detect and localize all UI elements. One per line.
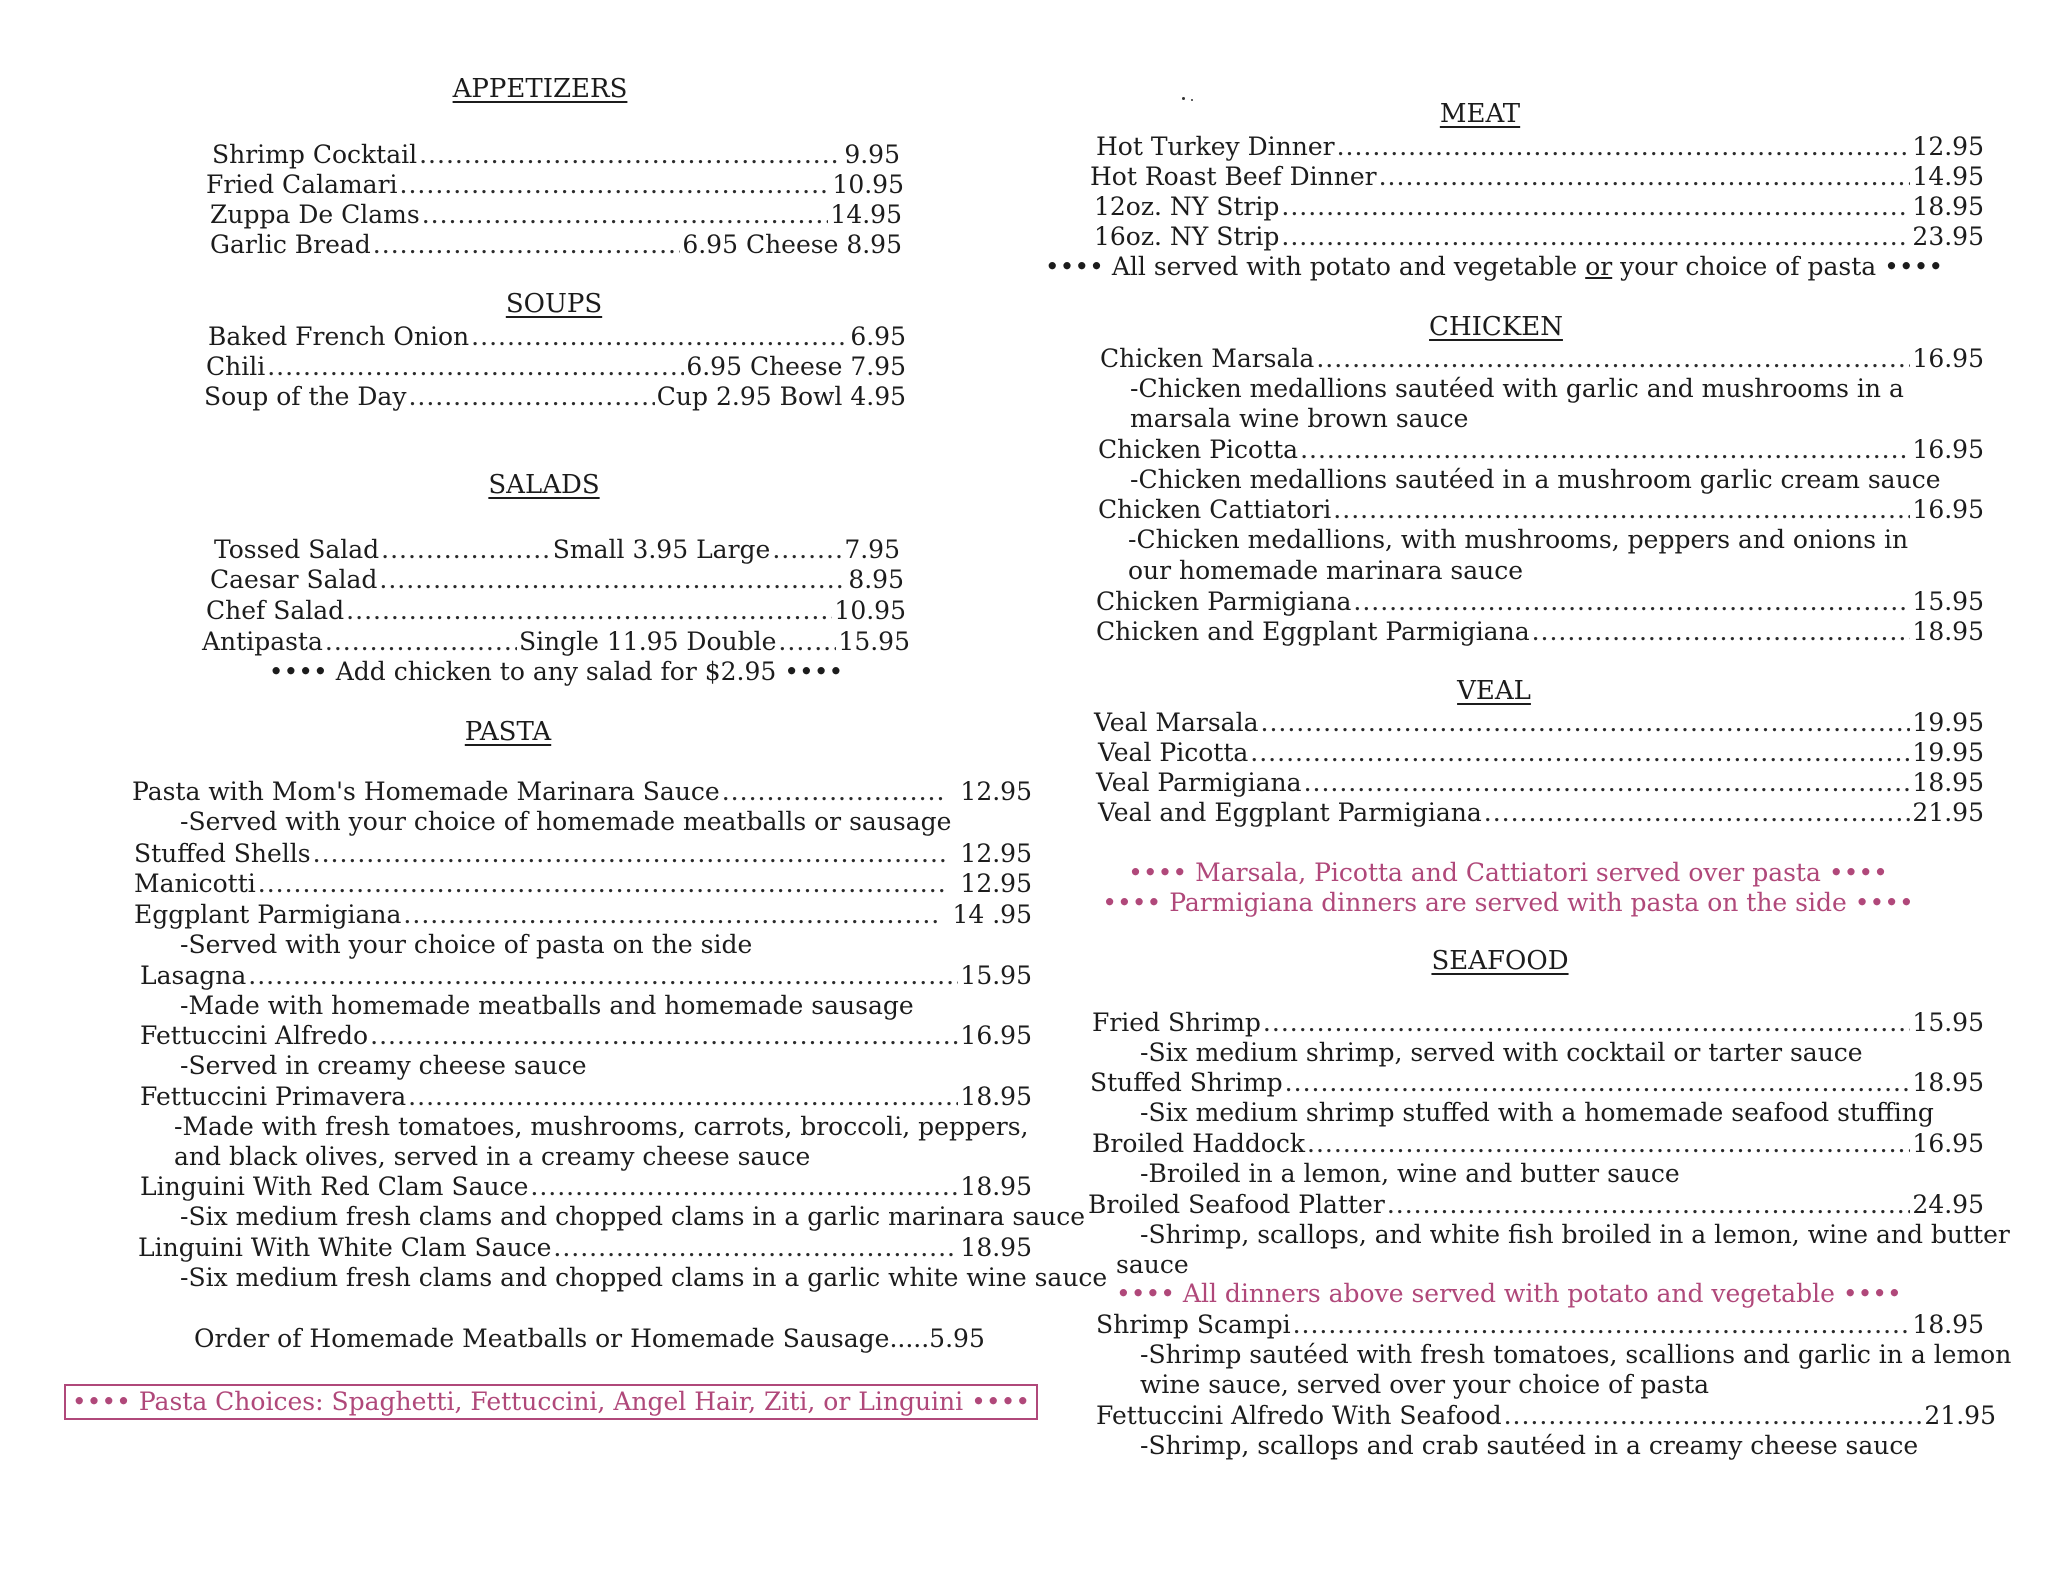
menu-item	[1098, 434, 1984, 466]
item-price: 18.95	[960, 1082, 1032, 1111]
menu-item	[140, 960, 1032, 992]
meat-note-end: your choice of pasta ••••	[1612, 252, 1944, 281]
menu-item	[1094, 191, 1984, 223]
item-price: 6.95	[850, 322, 906, 351]
leader-dots	[772, 534, 842, 566]
item-price: 19.95	[1912, 708, 1984, 737]
item-name: Fettuccini Primavera	[140, 1082, 407, 1111]
item-price: 16.95	[1912, 344, 1984, 373]
menu-item	[210, 229, 902, 261]
item-description: -Served in creamy cheese sauce	[180, 1051, 587, 1080]
item-price: 21.95	[1912, 798, 1984, 827]
leader-dots	[1250, 737, 1910, 769]
menu-item	[1096, 1400, 1996, 1432]
item-description: -Made with homemade meatballs and homemade sausage	[180, 991, 914, 1020]
item-price: 15.95	[1912, 587, 1984, 616]
leader-dots	[258, 868, 947, 900]
meat-heading: MEAT	[1439, 99, 1521, 129]
leader-dots	[1504, 1400, 1923, 1432]
menu-item	[1092, 1007, 1984, 1039]
item-price: 19.95	[1912, 738, 1984, 767]
menu-item	[208, 321, 906, 353]
item-name: Shrimp Scampi	[1096, 1310, 1291, 1339]
leader-dots	[419, 139, 842, 171]
leader-dots	[1304, 767, 1911, 799]
item-price: 10.95	[834, 596, 906, 625]
meat-note-or: or	[1585, 252, 1613, 281]
item-description: -Chicken medallions, with mushrooms, peppers and onions in	[1128, 525, 1909, 554]
item-name: Chicken Marsala	[1100, 344, 1315, 373]
leader-dots	[381, 534, 551, 566]
item-name: Chicken Picotta	[1098, 435, 1299, 464]
meatball-sausage-order: Order of Homemade Meatballs or Homemade Sausage.....5.95	[194, 1324, 985, 1353]
item-price: 12.95	[960, 777, 1032, 806]
leader-dots	[370, 1020, 958, 1052]
item-name: Garlic Bread	[210, 230, 371, 259]
leader-dots	[1316, 343, 1910, 375]
item-description: -Six medium fresh clams and chopped clams in a garlic marinara sauce	[180, 1202, 1086, 1231]
item-price: 18.95	[960, 1172, 1032, 1201]
veal-heading: VEAL	[1457, 676, 1531, 706]
item-name: Antipasta	[202, 627, 323, 656]
item-price: 14.95	[830, 200, 902, 229]
item-name: Fettuccini Alfredo	[140, 1021, 369, 1050]
item-name: Pasta with Mom's Homemade Marinara Sauce	[132, 777, 720, 806]
leader-dots	[1353, 586, 1910, 618]
menu-item	[202, 626, 910, 658]
menu-item	[1096, 586, 1984, 618]
item-description: -Chicken medallions sautéed in a mushroom garlic cream sauce	[1130, 465, 1941, 494]
menu-item	[1088, 1189, 1984, 1221]
menu-item	[206, 169, 904, 201]
item-name: Hot Turkey Dinner	[1096, 132, 1335, 161]
item-name: Stuffed Shells	[134, 839, 311, 868]
menu-item	[140, 1020, 1032, 1052]
item-price: 12.95	[1912, 132, 1984, 161]
item-name: Fried Calamari	[206, 170, 398, 199]
meat-note-start: •••• All served with potato and vegetable	[1044, 252, 1586, 281]
menu-item	[1096, 767, 1984, 799]
leader-dots	[313, 838, 947, 870]
menu-item	[134, 868, 1032, 900]
item-name: Soup of the Day	[204, 382, 407, 411]
item-price: 9.95	[844, 140, 900, 169]
print-speck	[1191, 99, 1193, 101]
leader-dots	[471, 321, 848, 353]
leader-dots	[1337, 131, 1911, 163]
menu-item	[1090, 1067, 1984, 1099]
item-description: -Made with fresh tomatoes, mushrooms, carrots, broccoli, peppers,	[174, 1112, 1029, 1141]
item-description: -Shrimp, scallops and crab sautéed in a creamy cheese sauce	[1140, 1431, 1919, 1460]
item-description: -Chicken medallions sautéed with garlic and mushrooms in a	[1130, 374, 1904, 403]
item-name: Tossed Salad	[214, 535, 380, 564]
item-sizes: Small 3.95 Large	[552, 535, 771, 564]
item-name: Broiled Haddock	[1092, 1129, 1306, 1158]
menu-item	[214, 534, 900, 566]
item-name: Veal Picotta	[1098, 738, 1249, 767]
menu-item	[1098, 797, 1984, 829]
item-price: 10.95	[832, 170, 904, 199]
leader-dots	[1532, 616, 1911, 648]
item-description: -Broiled in a lemon, wine and butter sauce	[1140, 1159, 1680, 1188]
item-price: 7.95	[844, 535, 900, 564]
item-price: 15.95	[1912, 1008, 1984, 1037]
salads-heading: SALADS	[488, 470, 600, 500]
item-name: Zuppa De Clams	[210, 200, 420, 229]
leader-dots	[778, 626, 836, 658]
menu-item	[134, 899, 1032, 931]
item-name: Caesar Salad	[210, 565, 378, 594]
item-price: 14 .95	[952, 900, 1032, 929]
soups-heading: SOUPS	[505, 289, 603, 319]
menu-item	[204, 381, 906, 413]
item-description: -Six medium shrimp, served with cocktail or tarter sauce	[1140, 1038, 1863, 1067]
seafood-heading: SEAFOOD	[1431, 946, 1569, 976]
seafood-note: •••• All dinners above served with potato and vegetable ••••	[1116, 1279, 1902, 1308]
item-name: Baked French Onion	[208, 322, 470, 351]
menu-item	[140, 1081, 1032, 1113]
item-price: 8.95	[848, 565, 904, 594]
leader-dots	[422, 199, 829, 231]
item-name: 16oz. NY Strip	[1094, 222, 1280, 251]
menu-item	[1096, 616, 1984, 648]
chicken-heading: CHICKEN	[1429, 312, 1563, 342]
pasta-choices-box	[64, 1384, 1038, 1420]
leader-dots	[403, 899, 938, 931]
menu-item	[1092, 1128, 1984, 1160]
item-price: 12.95	[960, 839, 1032, 868]
menu-item	[206, 351, 906, 383]
item-name: Linguini With White Clam Sauce	[138, 1233, 552, 1262]
veal-note-parmigiana: •••• Parmigiana dinners are served with pasta on the side ••••	[1102, 888, 1914, 917]
item-price: 18.95	[1912, 1310, 1984, 1339]
menu-item	[1096, 131, 1984, 163]
pasta-choices-text: •••• Pasta Choices: Spaghetti, Fettuccini, Angel Hair, Ziti, or Linguini ••••	[71, 1387, 1031, 1416]
item-price: 6.95 Cheese 7.95	[686, 352, 906, 381]
item-name: Chicken Cattiatori	[1098, 495, 1332, 524]
leader-dots	[267, 351, 684, 383]
item-description: -Shrimp, scallops, and white fish broiled in a lemon, wine and butter	[1140, 1220, 2010, 1249]
leader-dots	[379, 564, 846, 596]
item-price: 15.95	[838, 627, 910, 656]
item-price: 23.95	[1912, 222, 1984, 251]
item-name: Hot Roast Beef Dinner	[1090, 162, 1377, 191]
leader-dots	[1263, 1007, 1911, 1039]
item-price: 18.95	[1912, 1068, 1984, 1097]
menu-item	[1100, 343, 1984, 375]
menu-item	[212, 139, 900, 171]
veal-note-pasta: •••• Marsala, Picotta and Cattiatori served over pasta ••••	[1128, 858, 1888, 887]
item-description: -Shrimp sautéed with fresh tomatoes, scallions and garlic in a lemon	[1140, 1340, 2012, 1369]
item-name: Stuffed Shrimp	[1090, 1068, 1283, 1097]
item-name: Fettuccini Alfredo With Seafood	[1096, 1401, 1502, 1430]
item-price: 16.95	[1912, 1129, 1984, 1158]
leader-dots	[1281, 221, 1910, 253]
menu-item	[210, 564, 904, 596]
item-description: sauce	[1116, 1250, 1189, 1279]
item-price: 16.95	[1912, 495, 1984, 524]
menu-item	[1094, 707, 1984, 739]
item-description: -Six medium shrimp stuffed with a homemade seafood stuffing	[1140, 1098, 1934, 1127]
leader-dots	[1379, 161, 1911, 193]
menu-item	[1098, 737, 1984, 769]
item-price: 16.95	[960, 1021, 1032, 1050]
item-description: -Served with your choice of pasta on the side	[180, 930, 753, 959]
item-name: Chicken and Eggplant Parmigiana	[1096, 617, 1530, 646]
item-price: 12.95	[960, 869, 1032, 898]
item-price: 16.95	[1912, 435, 1984, 464]
item-name: Veal Parmigiana	[1096, 768, 1302, 797]
item-name: Shrimp Cocktail	[212, 140, 418, 169]
menu-item	[1098, 494, 1984, 526]
menu-item	[138, 1232, 1032, 1264]
leader-dots	[722, 776, 947, 808]
item-description: wine sauce, served over your choice of pasta	[1140, 1370, 1710, 1399]
item-price: 18.95	[960, 1233, 1032, 1262]
item-price: 24.95	[1912, 1190, 1984, 1219]
item-name: Fried Shrimp	[1092, 1008, 1261, 1037]
item-name: Eggplant Parmigiana	[134, 900, 402, 929]
item-name: Chef Salad	[206, 596, 345, 625]
leader-dots	[1333, 494, 1910, 526]
leader-dots	[373, 229, 681, 261]
menu-item	[210, 199, 902, 231]
leader-dots	[408, 1081, 958, 1113]
appetizers-heading: APPETIZERS	[452, 74, 628, 104]
leader-dots	[248, 960, 958, 992]
item-price: 6.95 Cheese 8.95	[682, 230, 902, 259]
leader-dots	[346, 595, 832, 627]
salad-note: •••• Add chicken to any salad for $2.95 ••••	[268, 657, 844, 686]
leader-dots	[553, 1232, 958, 1264]
item-sizes: Single 11.95 Double	[518, 627, 777, 656]
leader-dots	[1261, 707, 1911, 739]
leader-dots	[400, 169, 831, 201]
item-description: our homemade marinara sauce	[1128, 556, 1524, 585]
menu-item	[1094, 221, 1984, 253]
item-name: Veal Marsala	[1094, 708, 1259, 737]
leader-dots	[1281, 191, 1910, 223]
menu-item	[1090, 161, 1984, 193]
print-speck	[1182, 97, 1185, 100]
item-price: 15.95	[960, 961, 1032, 990]
item-price: 18.95	[1912, 617, 1984, 646]
item-description: and black olives, served in a creamy cheese sauce	[174, 1142, 811, 1171]
menu-item	[132, 776, 1032, 808]
meat-note	[1045, 251, 1943, 283]
menu-item	[140, 1171, 1032, 1203]
menu-item	[206, 595, 906, 627]
leader-dots	[1387, 1189, 1911, 1221]
leader-dots	[1285, 1067, 1911, 1099]
item-price: 14.95	[1912, 162, 1984, 191]
leader-dots	[1307, 1128, 1910, 1160]
item-description: -Six medium fresh clams and chopped clams in a garlic white wine sauce	[180, 1263, 1108, 1292]
item-price: 18.95	[1912, 768, 1984, 797]
item-description: marsala wine brown sauce	[1130, 404, 1469, 433]
pasta-heading: PASTA	[464, 717, 552, 747]
leader-dots	[325, 626, 517, 658]
item-name: Veal and Eggplant Parmigiana	[1098, 798, 1482, 827]
item-price: 18.95	[1912, 192, 1984, 221]
item-name: 12oz. NY Strip	[1094, 192, 1280, 221]
item-name: Lasagna	[140, 961, 247, 990]
menu-item	[134, 838, 1032, 870]
leader-dots	[1293, 1309, 1911, 1341]
menu-item	[1096, 1309, 1984, 1341]
leader-dots	[1484, 797, 1911, 829]
leader-dots	[408, 381, 654, 413]
item-price: 21.95	[1924, 1401, 1996, 1430]
item-name: Manicotti	[134, 869, 256, 898]
leader-dots	[530, 1171, 958, 1203]
item-description: -Served with your choice of homemade meatballs or sausage	[180, 807, 952, 836]
item-name: Chicken Parmigiana	[1096, 587, 1352, 616]
leader-dots	[1300, 434, 1910, 466]
item-name: Linguini With Red Clam Sauce	[140, 1172, 529, 1201]
item-name: Broiled Seafood Platter	[1088, 1190, 1385, 1219]
item-name: Chili	[206, 352, 266, 381]
item-price: Cup 2.95 Bowl 4.95	[656, 382, 906, 411]
